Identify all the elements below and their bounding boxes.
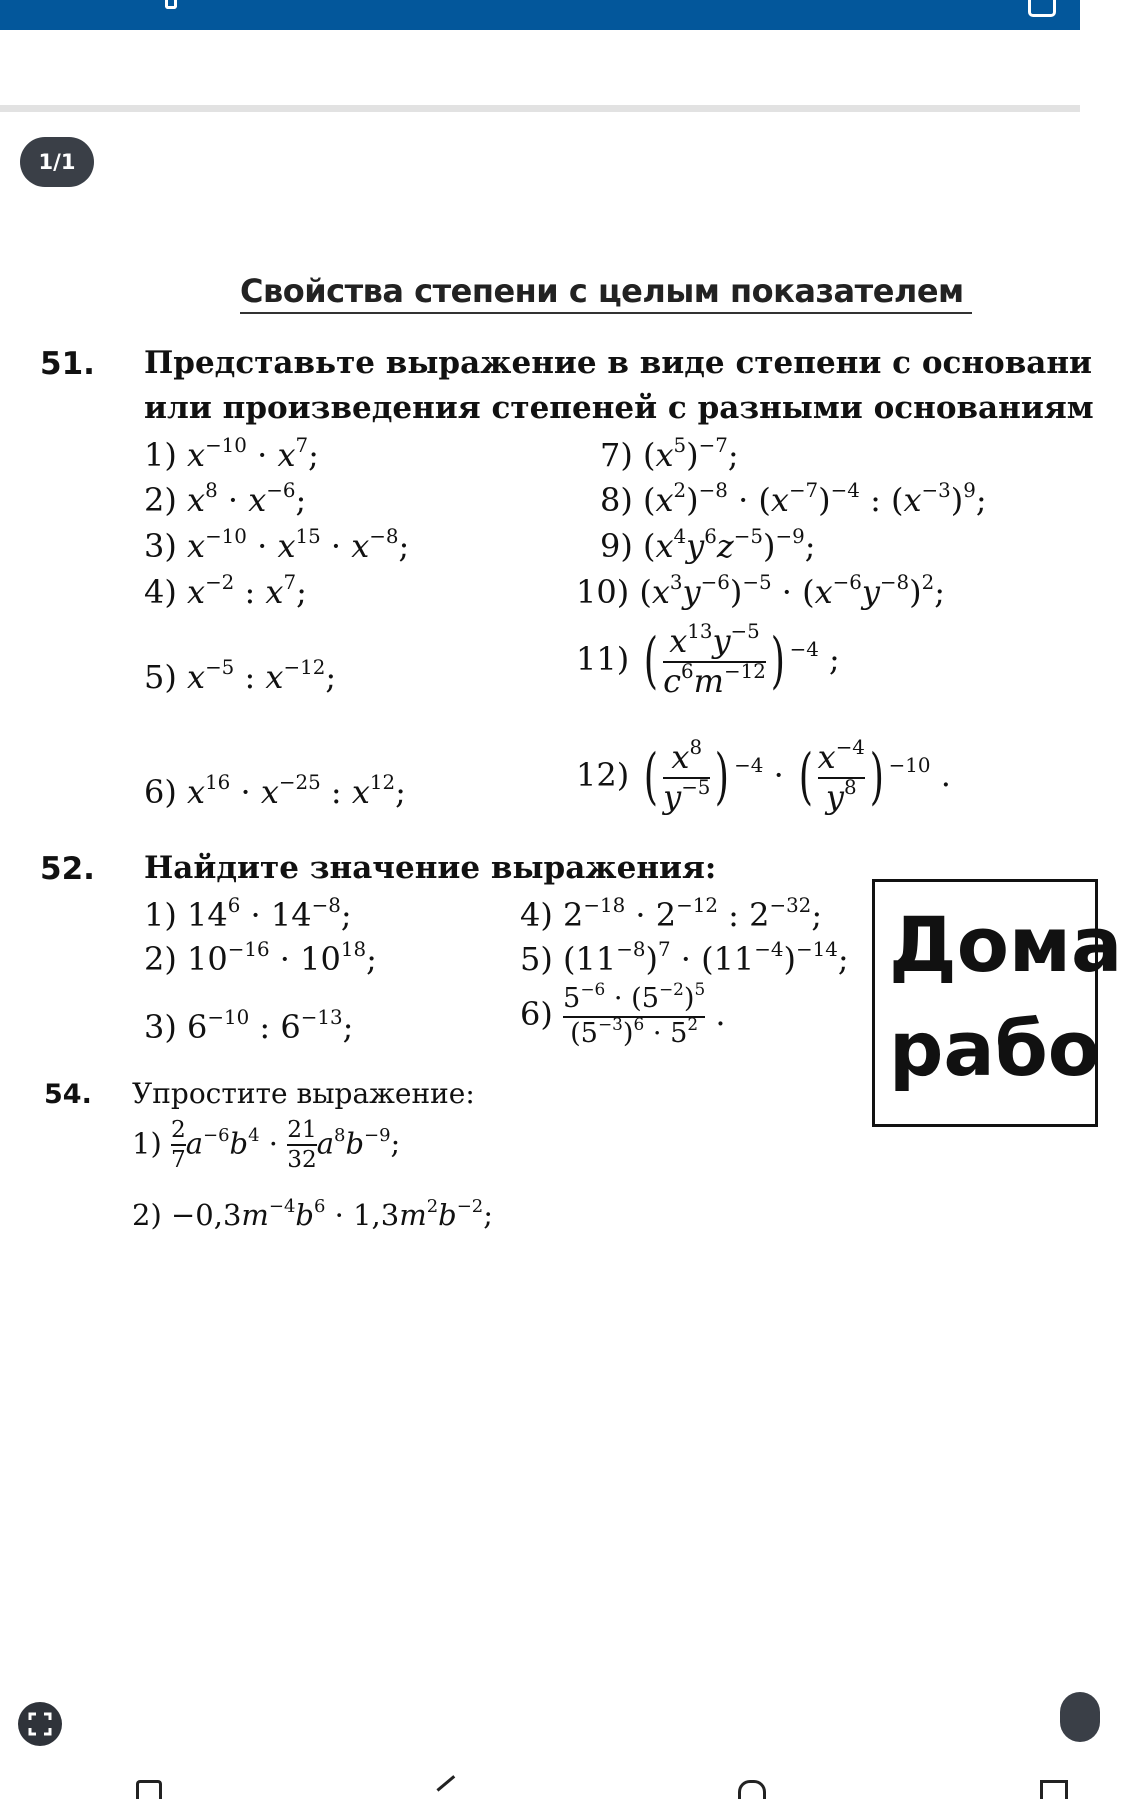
homework-box bbox=[872, 879, 1122, 1127]
ex52-item-3: 3) $6^{-10}$ : $6^{-13}$; bbox=[144, 1006, 354, 1046]
exercise-51-prompt-line-1: Представьте выражение в виде степени с основани bbox=[144, 345, 1093, 381]
exercise-51-number: 51. bbox=[40, 346, 95, 382]
ex51-item-4: 4) $x^{-2}$ : $x^7$; bbox=[144, 571, 307, 611]
homework-box-line-2: рабо bbox=[889, 1004, 1100, 1093]
exercise-52-prompt: Найдите значение выражения: bbox=[144, 850, 717, 886]
copy-icon[interactable] bbox=[1040, 1780, 1068, 1799]
exercise-54-number: 54. bbox=[44, 1079, 92, 1110]
ex51-item-10: 10) $(x^3y^{-6})^{-5} \cdot (x^{-6}y^{-8})^2$; bbox=[576, 571, 946, 611]
exercise-51-prompt-line-2: или произведения степеней с разными основаниям bbox=[144, 390, 1094, 426]
ex52-item-4: 4) $2^{-18} \cdot 2^{-12}$ : $2^{-32}$; bbox=[520, 894, 823, 934]
text-tool-icon[interactable] bbox=[738, 1780, 766, 1799]
document-icon[interactable] bbox=[136, 1780, 162, 1799]
title-underline bbox=[240, 312, 972, 314]
homework-box-line-1: Дома bbox=[889, 900, 1122, 989]
exercise-54-prompt: Упростите выражение: bbox=[132, 1077, 475, 1110]
ex51-item-2: 2) $x^8 \cdot x^{-6}$; bbox=[144, 479, 307, 519]
ex52-item-5: 5) $(11^{-8})^7 \cdot (11^{-4})^{-14}$; bbox=[520, 938, 849, 978]
bottom-toolbar bbox=[0, 1780, 1080, 1800]
pen-icon[interactable] bbox=[436, 1775, 465, 1804]
ex52-item-2: 2) $10^{-16} \cdot 10^{18}$; bbox=[144, 938, 377, 978]
ex51-item-8: 8) $(x^2)^{-8} \cdot (x^{-7})^{-4}$ : $(x^{-3})^9$; bbox=[600, 479, 987, 519]
ex51-item-5: 5) $x^{-5}$ : $x^{-12}$; bbox=[144, 656, 337, 696]
ex51-item-9: 9) $(x^4y^6z^{-5})^{-9}$; bbox=[600, 525, 816, 565]
fullscreen-icon bbox=[27, 1711, 53, 1737]
ex54-item-1: 1) $\frac{2}{7}$ $a^{-6}b^4$ · $\frac{21}{32}$ $a^8b^{-9}$; bbox=[132, 1116, 401, 1174]
side-panel-handle[interactable] bbox=[1060, 1692, 1100, 1742]
ex51-item-7: 7) $(x^5)^{-7}$; bbox=[600, 434, 739, 474]
page-indicator-badge: 1/1 bbox=[20, 137, 94, 187]
ex51-item-12: 12) ( $\frac{x^8}{y^{-5}}$ ) $^{-4}$ · ( $\frac{x^{-4}}{y^8}$ ) $^{-10}$ . bbox=[576, 736, 951, 816]
ex51-item-6: 6) $x^{16} \cdot x^{-25}$ : $x^{12}$; bbox=[144, 771, 406, 811]
ex51-item-1: 1) $x^{-10} \cdot x^7$; bbox=[144, 434, 319, 474]
ex54-item-2: $2) -0,3m^{-4}b^6 \cdot 1,3m^2b^{-2}$; bbox=[132, 1196, 493, 1232]
ex51-item-3: 3) $x^{-10} \cdot x^{15} \cdot x^{-8}$; bbox=[144, 525, 410, 565]
ex52-item-6: 6) $\frac{5^{-6} \cdot (5^{-2})^5}{(5^{-3})^6 \cdot 5^2}$ . bbox=[520, 979, 726, 1049]
ex52-item-1: 1) $14^6 \cdot 14^{-8}$; bbox=[144, 894, 352, 934]
ex51-item-11: 11) ( $\frac{x^{13}y^{-5}}{c^6m^{-12}}$ ) $^{-4}$ ; bbox=[576, 620, 840, 700]
exercise-52-number: 52. bbox=[40, 851, 95, 887]
document-title: Свойства степени с целым показателем bbox=[240, 272, 964, 310]
fullscreen-button[interactable] bbox=[18, 1702, 62, 1746]
